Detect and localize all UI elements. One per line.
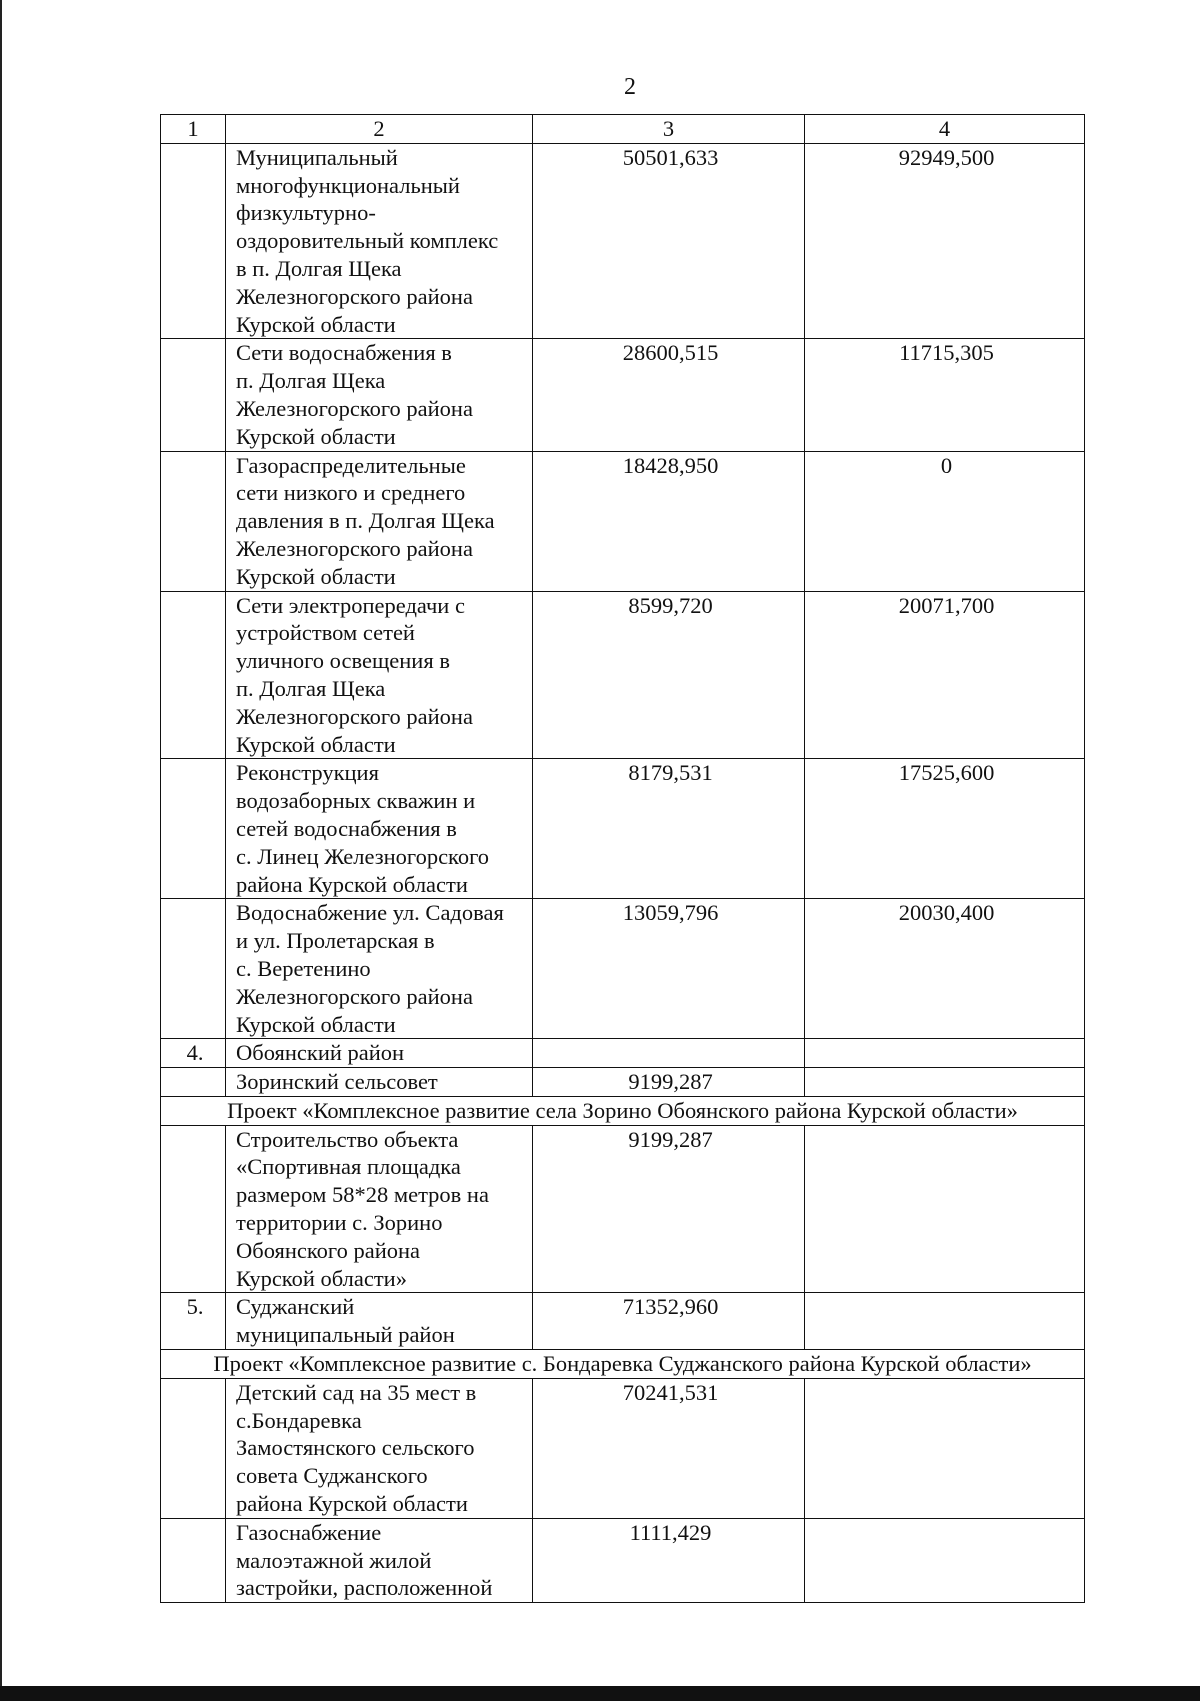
table-row bbox=[161, 899, 1085, 1039]
object-name-cell bbox=[226, 451, 533, 591]
table-row bbox=[161, 591, 1085, 759]
table-row bbox=[161, 1068, 1085, 1097]
project-row bbox=[161, 1096, 1085, 1125]
row-number-cell: 4. bbox=[161, 1039, 226, 1068]
amount-col4-cell bbox=[805, 1039, 1085, 1068]
object-name-line: уличного освещения в bbox=[236, 648, 450, 674]
amount-col4-cell bbox=[805, 1518, 1085, 1602]
object-name-line: Реконструкция bbox=[236, 760, 379, 786]
object-name-line: п. Долгая Щека bbox=[236, 368, 386, 394]
object-name-cell bbox=[226, 759, 533, 899]
table-row bbox=[161, 1039, 1085, 1068]
object-name-line: территории с. Зорино bbox=[236, 1210, 443, 1236]
scan-edge-left bbox=[0, 0, 2, 1701]
amount-col4-cell bbox=[805, 1068, 1085, 1097]
object-name-line: физкультурно- bbox=[236, 200, 376, 226]
object-name-line: Зоринский сельсовет bbox=[236, 1069, 438, 1095]
object-name-line: Газораспределительные bbox=[236, 452, 466, 478]
amount-col4-cell bbox=[805, 1293, 1085, 1350]
project-row bbox=[161, 1350, 1085, 1379]
amount-col3-cell: 70241,531 bbox=[533, 1378, 805, 1518]
object-name-line: Железногорского района bbox=[236, 395, 473, 421]
object-name-line: оздоровительный комплекс bbox=[236, 228, 499, 254]
object-name-line: Муниципальный bbox=[236, 144, 398, 170]
object-name-line: Курской области bbox=[236, 311, 396, 337]
object-name-cell bbox=[226, 143, 533, 339]
table-header-row bbox=[161, 115, 1085, 144]
row-number-cell bbox=[161, 143, 226, 339]
object-name-line: Детский сад на 35 мест в bbox=[236, 1379, 477, 1405]
amount-col3-cell: 1111,429 bbox=[533, 1518, 805, 1602]
object-name-line: Курской области bbox=[236, 423, 396, 449]
object-name-line: устройством сетей bbox=[236, 620, 415, 646]
row-number-cell bbox=[161, 1378, 226, 1518]
amount-col3-cell: 28600,515 bbox=[533, 339, 805, 451]
object-name-cell bbox=[226, 1125, 533, 1293]
object-name-line: в п. Долгая Щека bbox=[236, 255, 402, 281]
row-number-cell bbox=[161, 899, 226, 1039]
object-name-line: Курской области bbox=[236, 1011, 396, 1037]
budget-table bbox=[160, 114, 1085, 1603]
object-name-line: района Курской области bbox=[236, 871, 468, 897]
amount-col4-cell: 20030,400 bbox=[805, 899, 1085, 1039]
table-row bbox=[161, 1518, 1085, 1602]
object-name-cell bbox=[226, 1518, 533, 1602]
amount-col4-cell: 20071,700 bbox=[805, 591, 1085, 759]
amount-col4-cell: 92949,500 bbox=[805, 143, 1085, 339]
table-row bbox=[161, 143, 1085, 339]
object-name-cell bbox=[226, 339, 533, 451]
table-row bbox=[161, 1125, 1085, 1293]
scan-edge-bottom bbox=[0, 1686, 1200, 1701]
object-name-line: Водоснабжение ул. Садовая bbox=[236, 900, 504, 926]
amount-col4-cell: 0 bbox=[805, 451, 1085, 591]
object-name-line: Сети водоснабжения в bbox=[236, 340, 452, 366]
object-name-line: Обоянский район bbox=[236, 1040, 405, 1066]
object-name-line: совета Суджанского bbox=[236, 1463, 428, 1489]
amount-col3-cell: 8599,720 bbox=[533, 591, 805, 759]
row-number-cell: 5. bbox=[161, 1293, 226, 1350]
row-number-cell bbox=[161, 759, 226, 899]
object-name-line: давления в п. Долгая Щека bbox=[236, 508, 495, 534]
object-name-line: Газоснабжение bbox=[236, 1519, 382, 1545]
header-cell-3: 3 bbox=[533, 115, 805, 144]
object-name-cell bbox=[226, 1068, 533, 1097]
object-name-line: района Курской области bbox=[236, 1491, 468, 1517]
object-name-line: и ул. Пролетарская в bbox=[236, 928, 435, 954]
project-title: Проект «Комплексное развитие села Зорино Обоянского района Курской области» bbox=[161, 1096, 1085, 1125]
object-name-line: Железногорского района bbox=[236, 703, 473, 729]
amount-col3-cell: 9199,287 bbox=[533, 1125, 805, 1293]
table-row bbox=[161, 1378, 1085, 1518]
object-name-line: Строительство объекта bbox=[236, 1126, 459, 1152]
amount-col4-cell: 17525,600 bbox=[805, 759, 1085, 899]
object-name-line: водозаборных скважин и bbox=[236, 788, 476, 814]
object-name-line: с.Бондаревка bbox=[236, 1407, 362, 1433]
object-name-line: сетей водоснабжения в bbox=[236, 815, 457, 841]
object-name-line: застройки, расположенной bbox=[236, 1575, 493, 1601]
row-number-cell bbox=[161, 1068, 226, 1097]
object-name-line: «Спортивная площадка bbox=[236, 1154, 461, 1180]
header-cell-1: 1 bbox=[161, 115, 226, 144]
table-row bbox=[161, 451, 1085, 591]
row-number-cell bbox=[161, 591, 226, 759]
object-name-line: размером 58*28 метров на bbox=[236, 1182, 489, 1208]
object-name-line: Железногорского района bbox=[236, 283, 473, 309]
amount-col3-cell: 18428,950 bbox=[533, 451, 805, 591]
object-name-line: Курской области bbox=[236, 563, 396, 589]
object-name-line: Суджанский bbox=[236, 1294, 355, 1320]
table-body bbox=[161, 115, 1085, 1603]
project-title: Проект «Комплексное развитие с. Бондаревка Суджанского района Курской области» bbox=[161, 1350, 1085, 1379]
object-name-line: Курской области» bbox=[236, 1265, 407, 1291]
object-name-cell bbox=[226, 899, 533, 1039]
table-row bbox=[161, 759, 1085, 899]
row-number-cell bbox=[161, 339, 226, 451]
row-number-cell bbox=[161, 1518, 226, 1602]
table-row bbox=[161, 339, 1085, 451]
amount-col3-cell: 9199,287 bbox=[533, 1068, 805, 1097]
amount-col3-cell: 13059,796 bbox=[533, 899, 805, 1039]
object-name-cell bbox=[226, 1378, 533, 1518]
amount-col4-cell: 11715,305 bbox=[805, 339, 1085, 451]
object-name-cell bbox=[226, 1039, 533, 1068]
amount-col4-cell bbox=[805, 1378, 1085, 1518]
header-cell-4: 4 bbox=[805, 115, 1085, 144]
table-row bbox=[161, 1293, 1085, 1350]
object-name-line: с. Линец Железногорского bbox=[236, 843, 490, 869]
row-number-cell bbox=[161, 1125, 226, 1293]
amount-col3-cell: 50501,633 bbox=[533, 143, 805, 339]
object-name-line: Железногорского района bbox=[236, 983, 473, 1009]
amount-col4-cell bbox=[805, 1125, 1085, 1293]
page-number: 2 bbox=[624, 74, 636, 100]
object-name-line: сети низкого и среднего bbox=[236, 480, 466, 506]
object-name-line: Курской области bbox=[236, 731, 396, 757]
object-name-line: Обоянского района bbox=[236, 1237, 421, 1263]
object-name-line: многофункциональный bbox=[236, 172, 460, 198]
amount-col3-cell: 8179,531 bbox=[533, 759, 805, 899]
object-name-line: малоэтажной жилой bbox=[236, 1547, 432, 1573]
object-name-line: с. Веретенино bbox=[236, 955, 371, 981]
object-name-cell bbox=[226, 591, 533, 759]
amount-col3-cell: 71352,960 bbox=[533, 1293, 805, 1350]
object-name-cell bbox=[226, 1293, 533, 1350]
object-name-line: Замостянского сельского bbox=[236, 1435, 475, 1461]
header-cell-2: 2 bbox=[226, 115, 533, 144]
object-name-line: п. Долгая Щека bbox=[236, 675, 386, 701]
object-name-line: муниципальный район bbox=[236, 1322, 455, 1348]
row-number-cell bbox=[161, 451, 226, 591]
object-name-line: Сети электропередачи с bbox=[236, 592, 465, 618]
amount-col3-cell bbox=[533, 1039, 805, 1068]
object-name-line: Железногорского района bbox=[236, 535, 473, 561]
